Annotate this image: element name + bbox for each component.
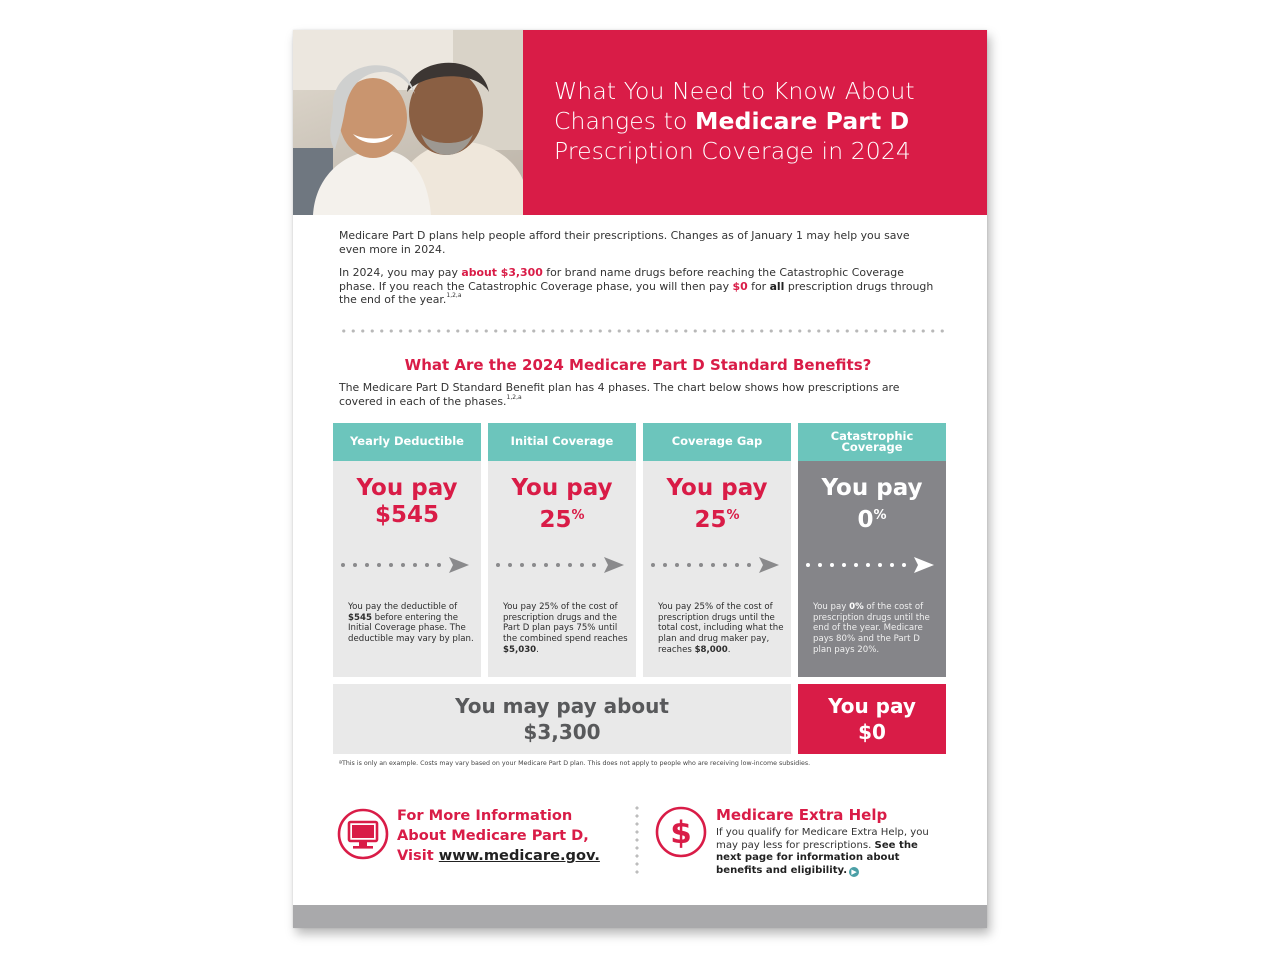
reference-superscript: 1,2,a [446, 292, 462, 299]
intro-paragraph-2: In 2024, you may pay about $3,300 for brand name drugs before reaching the Catastrophic Coverage phase. If you reach the Catastrophic Coverage phase, you will then pay $0 for all prescription drugs through the end of the year.$^{1,2,a}$ [339, 266, 934, 306]
phase-label: Yearly Deductible [333, 423, 481, 461]
phase-pay-amount: You pay 0% [821, 475, 923, 533]
reference-superscript: 1,2,a [506, 393, 522, 401]
phase-pay-amount: You pay 25% [511, 475, 613, 533]
svg-text:$: $ [670, 815, 692, 851]
phase-description: You pay 0% of the cost of prescription drugs until the end of the year. Medicare pays 80% and the Part D plan pays 20%. [813, 602, 930, 655]
phase-pay-amount: You pay 25% [666, 475, 768, 533]
title-line-1: What You Need to Know About [554, 77, 915, 105]
chevron-right-icon[interactable]: ▶ [849, 867, 859, 877]
vertical-dotted-divider [635, 804, 639, 878]
benefits-heading: What Are the 2024 Medicare Part D Standard Benefits? [404, 356, 872, 374]
footer-bar [293, 905, 987, 928]
footnote: ªThis is only an example. Costs may vary based on your Medicare Part D plan. This does not apply to people who are receiving low-income subsidies. [339, 760, 811, 767]
title-line-3: Prescription Coverage in 2024 [554, 137, 911, 165]
extra-help-body: If you qualify for Medicare Extra Help, you may pay less for prescriptions. See the next page for information about benefits and eligibility. ▶ [716, 827, 929, 876]
title-line-2: Changes to Medicare Part D [554, 107, 910, 135]
hero-banner [293, 30, 987, 215]
medicare-website-link[interactable]: www.medicare.gov. [438, 847, 600, 864]
flyer-page [293, 30, 987, 928]
phase-pay-amount: You pay $545 [356, 475, 458, 528]
phase-label: Coverage Gap [643, 423, 791, 461]
phase-description: You pay 25% of the cost of prescription drugs and the Part D plan pays 75% until the combined spend reaches $5,030. [503, 602, 628, 655]
computer-monitor-icon [337, 808, 389, 860]
total-before-catastrophic: You may pay about $3,300 [333, 684, 791, 754]
phase-catastrophic-coverage [798, 423, 946, 677]
intro-text [339, 229, 939, 317]
arrow-right-icon [804, 555, 940, 575]
more-info-text: For More Information About Medicare Part D, Visit www.medicare.gov. [397, 807, 600, 864]
phase-description: You pay the deductible of $545 before entering the Initial Coverage phase. The deductible may vary by plan. [348, 602, 474, 645]
phase-label: Initial Coverage [488, 423, 636, 461]
phase-description: You pay 25% of the cost of prescription drugs until the total cost, including what the plan and drug maker pay, reaches $8,000. [658, 602, 784, 655]
arrow-right-icon [339, 555, 475, 575]
dotted-divider [339, 329, 945, 333]
phase-label: Catastrophic Coverage [798, 423, 946, 461]
arrow-right-icon [649, 555, 785, 575]
couple-photo [293, 30, 523, 215]
title-emphasis: Medicare Part D [695, 107, 910, 135]
phase-coverage-gap [643, 423, 791, 677]
total-catastrophic: You pay $0 [798, 684, 946, 754]
phase-initial-coverage [488, 423, 636, 677]
intro-paragraph-1: Medicare Part D plans help people afford their prescriptions. Changes as of January 1 may help you save even more in 2024. [339, 229, 910, 256]
arrow-right-icon [494, 555, 630, 575]
phase-yearly-deductible [333, 423, 481, 677]
benefits-intro: The Medicare Part D Standard Benefit plan has 4 phases. The chart below shows how prescriptions are covered in each of the phases.$^{1,2,a}$ [339, 381, 900, 408]
dollar-sign-icon [655, 806, 707, 858]
extra-help-title: Medicare Extra Help [716, 806, 888, 824]
page-title [523, 30, 987, 215]
